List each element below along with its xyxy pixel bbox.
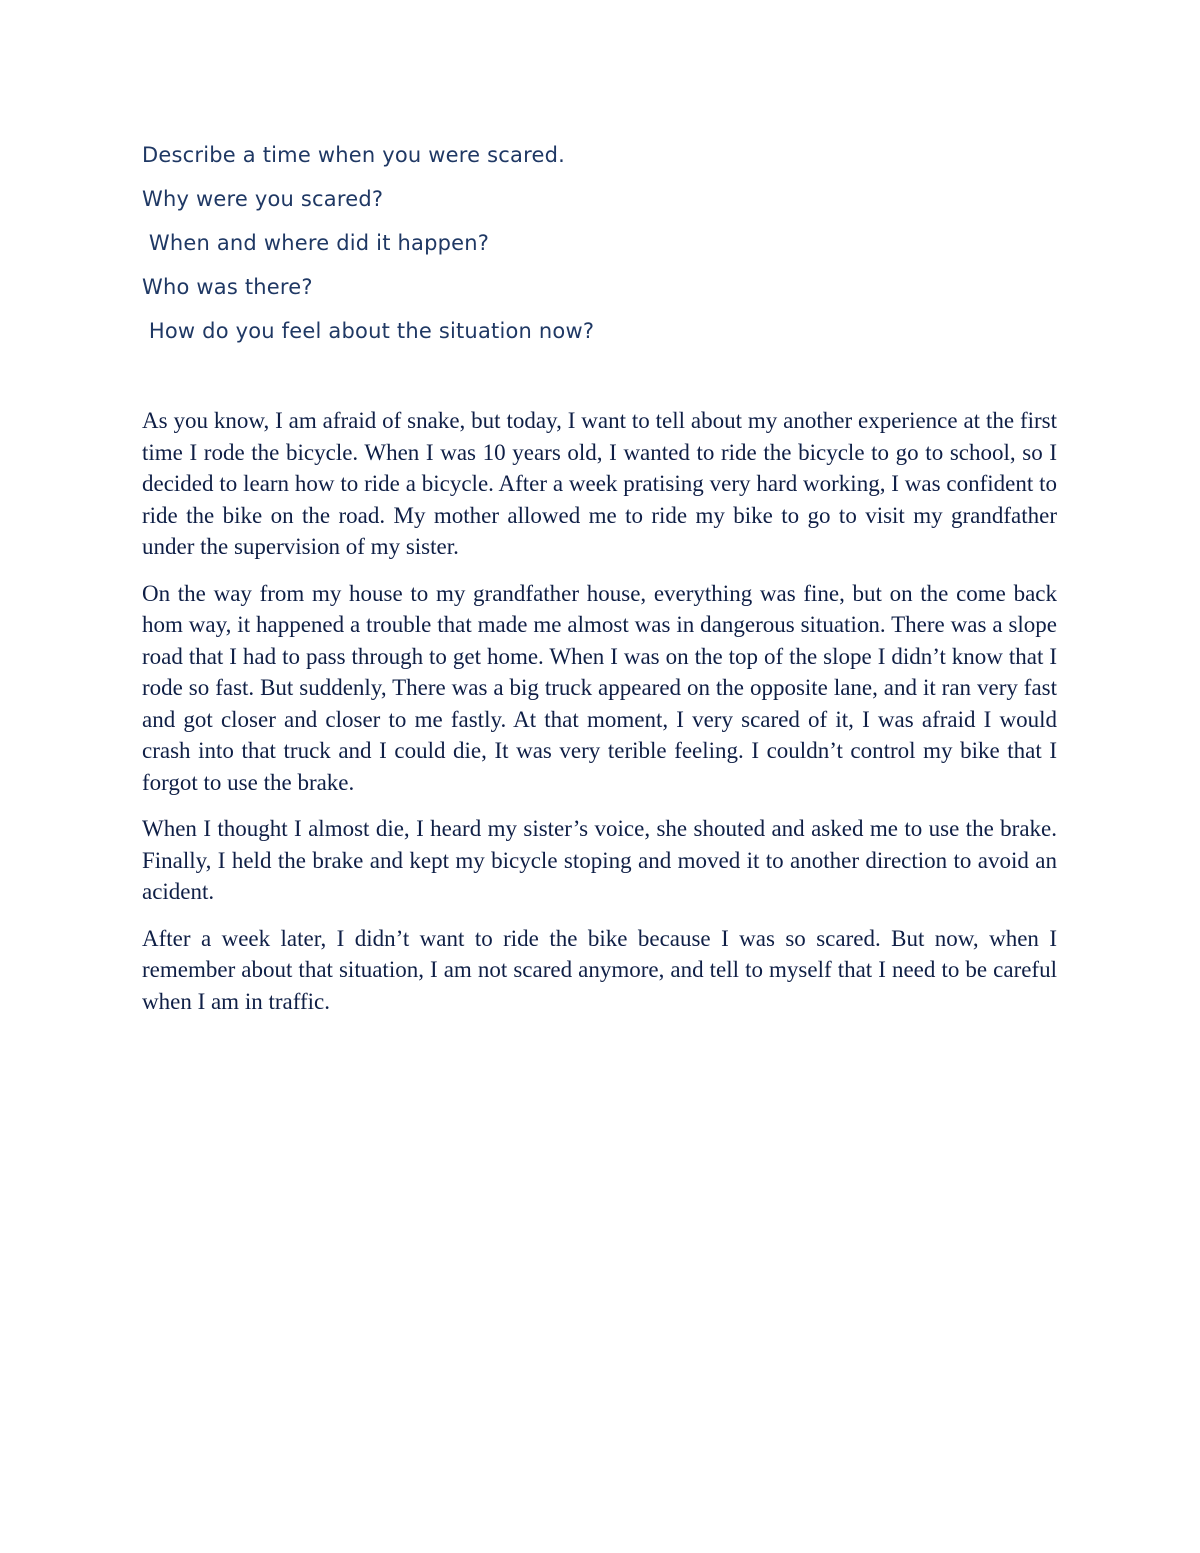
prompt-question: Why were you scared? — [142, 187, 384, 211]
essay-body — [142, 405, 1057, 1032]
prompt-question: When and where did it happen? — [142, 231, 490, 255]
prompt-question: Who was there? — [142, 275, 313, 299]
essay-paragraph: When I thought I almost die, I heard my sister’s voice, she shouted and asked me to use the brake. Finally, I held the brake and kept my bicycle stoping and moved it to another direction to avoid an acident. — [142, 816, 1057, 904]
prompt-question: How do you feel about the situation now? — [142, 319, 595, 343]
prompt-questions — [142, 140, 1042, 360]
essay-paragraph: On the way from my house to my grandfather house, everything was fine, but on the come back hom way, it happened a trouble that made me almost was in dangerous situation. There was a slope road that I had to pass through to get home. When I was on the top of the slope I didn’t know that I rode so fast. But suddenly, There was a big truck appeared on the opposite lane, and it ran very fast and got closer and closer to me fastly. At that moment, I very scared of it, I was afraid I would crash into that truck and I could die, It was very terible feeling. I couldn’t control my bike that I forgot to use the brake. — [142, 580, 1057, 795]
essay-paragraph: As you know, I am afraid of snake, but today, I want to tell about my another experience at the first time I rode the bicycle. When I was 10 years old, I wanted to ride the bicycle to go to school, so I decided to learn how to ride a bicycle. After a week pratising very hard working, I was confident to ride the bike on the road. My mother allowed me to ride my bike to go to visit my grandfather under the supervision of my sister. — [142, 408, 1057, 559]
essay-paragraph: After a week later, I didn’t want to ride the bike because I was so scared. But now, when I remember about that situation, I am not scared anymore, and tell to myself that I need to be careful when I am in traffic. — [142, 925, 1057, 1014]
prompt-question: Describe a time when you were scared. — [142, 143, 566, 167]
